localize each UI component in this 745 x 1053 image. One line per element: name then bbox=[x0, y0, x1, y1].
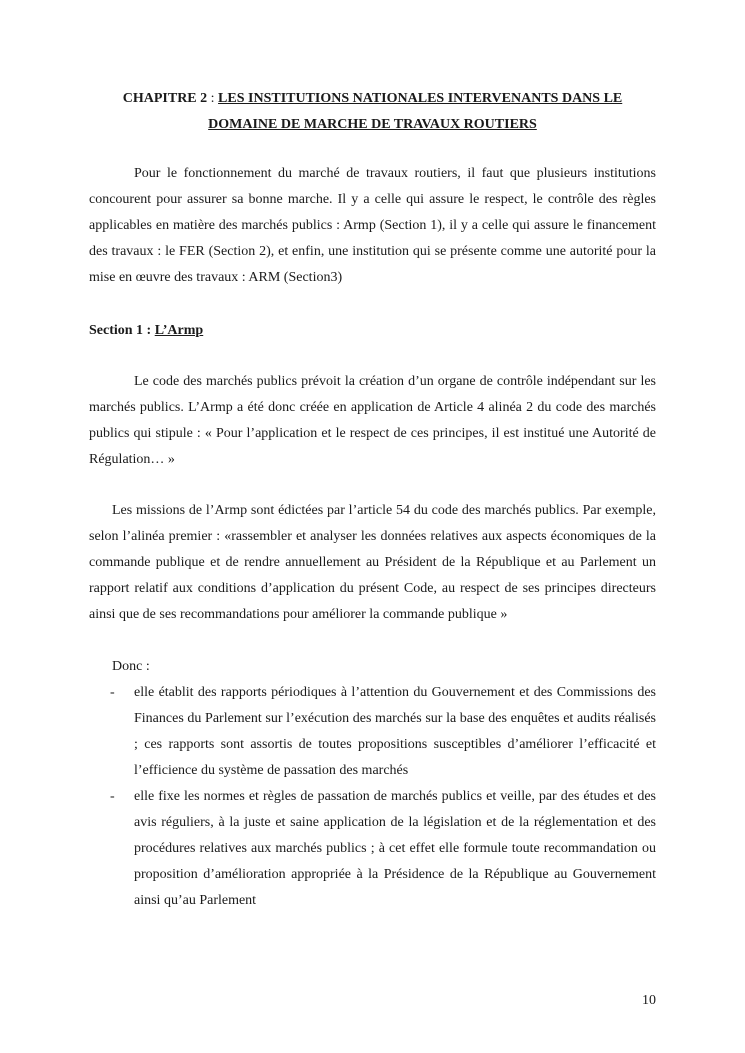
section-label: Section 1 : bbox=[89, 323, 155, 338]
list-item bbox=[89, 680, 656, 784]
donc-label: Donc : bbox=[112, 659, 150, 674]
list-item-text: elle fixe les normes et règles de passation de marchés publics et veille, par des études et des avis réguliers, à la juste et saine application de la législation et de la réglementation et des procédures relatives aux marchés publics ; à cet effet elle formule toute recommandation ou proposition d’amélioration appropriée à la Présidence de la République au Gouvernement ainsi qu’au Parlement bbox=[134, 789, 656, 908]
chapter-label: CHAPITRE 2 bbox=[122, 91, 208, 106]
missions-list bbox=[89, 680, 656, 914]
chapter-title-line1: LES INSTITUTIONS NATIONALES INTERVENANTS DANS LE bbox=[218, 91, 623, 106]
list-bullet: - bbox=[110, 685, 115, 700]
section-title: L’Armp bbox=[154, 323, 204, 338]
list-item-text: elle établit des rapports périodiques à l’attention du Gouvernement et des Commissions des Finances du Parlement sur l’exécution des marchés sur la base des enquêtes et audits réalisés ; ces rapports sont assortis de toutes propositions susceptibles d’améliorer l’efficacité et l’efficience du système de passation des marchés bbox=[134, 685, 656, 778]
list-bullet: - bbox=[110, 789, 115, 804]
intro-paragraph: Pour le fonctionnement du marché de travaux routiers, il faut que plusieurs institutions concourent pour assurer sa bonne marche. Il y a celle qui assure le respect, le contrôle des règles applicables en matière des marchés publics : Armp (Section 1), il y a celle qui assure le financement des travaux : le FER (Section 2), et enfin, une institution qui se présente comme une autorité pour la mise en œuvre des travaux : ARM (Section3) bbox=[89, 166, 656, 285]
chapter-title-line2: DOMAINE DE MARCHE DE TRAVAUX ROUTIERS bbox=[208, 117, 537, 132]
page-number: 10 bbox=[642, 993, 656, 1008]
paragraph-armp-creation: Le code des marchés publics prévoit la création d’un organe de contrôle indépendant sur les marchés publics. L’Armp a été donc créée en application de Article 4 alinéa 2 du code des marchés publics qui stipule : « Pour l’application et le respect de ces principes, il est institué une Autorité de Régulation… » bbox=[89, 374, 656, 467]
chapter-heading bbox=[89, 86, 656, 138]
paragraph-armp-missions: Les missions de l’Armp sont édictées par l’article 54 du code des marchés publics. Par exemple, selon l’alinéa premier : «rassembler et analyser les données relatives aux aspects économiques de la commande publique et de rendre annuellement au Président de la République et au Parlement un rapport relatif aux conditions d’application du présent Code, au respect de ses principes directeurs ainsi que de ses recommandations pour améliorer la commande publique » bbox=[89, 503, 656, 622]
list-item bbox=[89, 784, 656, 914]
section-heading bbox=[89, 318, 203, 344]
chapter-separator: : bbox=[207, 91, 219, 106]
